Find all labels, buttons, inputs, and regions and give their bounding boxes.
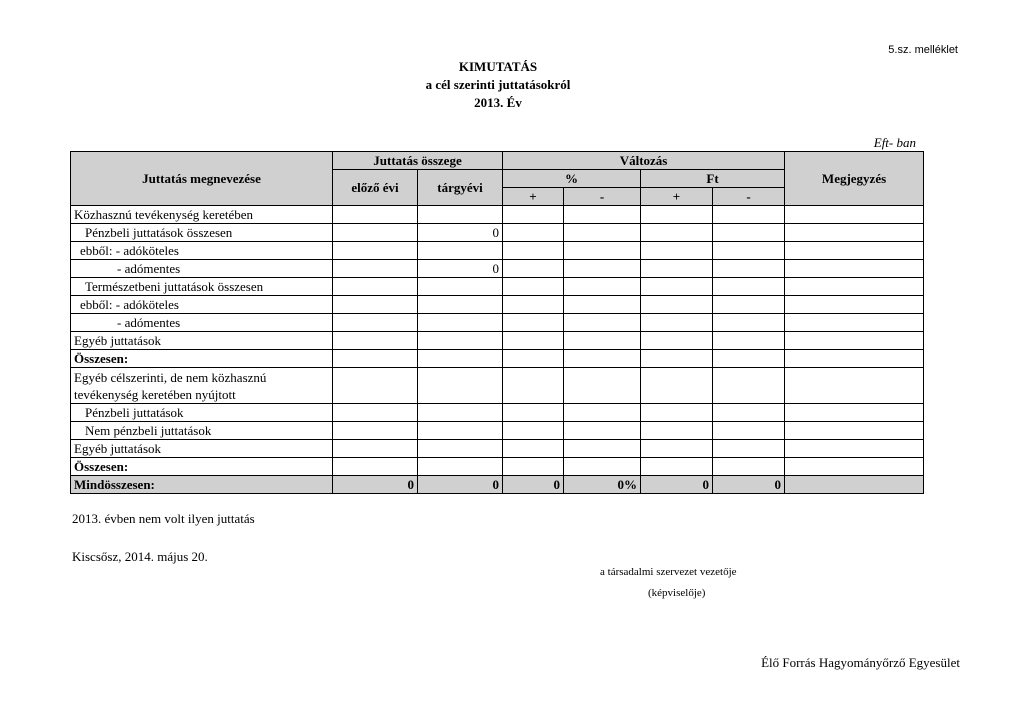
header-name: Juttatás megnevezése <box>71 152 333 206</box>
header-current-year: tárgyévi <box>418 170 503 206</box>
header-percent: % <box>503 170 641 188</box>
table-row <box>71 314 924 332</box>
table-row <box>71 440 924 458</box>
table-row <box>71 242 924 260</box>
row-current <box>418 422 503 440</box>
total-ft-minus: 0 <box>713 476 785 494</box>
signature-line-1: a társadalmi szervezet vezetője <box>600 566 737 578</box>
row-label: Természetbeni juttatások összesen <box>71 278 333 296</box>
row-current <box>418 332 503 350</box>
row-label: Közhasznú tevékenység keretében <box>71 206 333 224</box>
total-row <box>71 476 924 494</box>
header-pct-plus: + <box>503 188 564 206</box>
table-row <box>71 206 924 224</box>
row-current <box>418 278 503 296</box>
table-row <box>71 260 924 278</box>
table-row <box>71 332 924 350</box>
total-prev: 0 <box>333 476 418 494</box>
row-current <box>418 440 503 458</box>
row-current <box>418 350 503 368</box>
row-label: ebből: - adóköteles <box>71 296 333 314</box>
row-current: 0 <box>418 260 503 278</box>
header-remark: Megjegyzés <box>785 152 924 206</box>
row-current: 0 <box>418 224 503 242</box>
document-title <box>0 58 996 112</box>
table-row <box>71 368 924 404</box>
header-ft: Ft <box>641 170 785 188</box>
total-label: Mindösszesen: <box>71 476 333 494</box>
header-pct-minus: - <box>564 188 641 206</box>
row-label: Nem pénzbeli juttatások <box>71 422 333 440</box>
row-current <box>418 368 503 404</box>
row-label: Egyéb juttatások <box>71 332 333 350</box>
annex-label: 5.sz. melléklet <box>888 44 958 56</box>
row-current <box>418 314 503 332</box>
row-current <box>418 242 503 260</box>
header-change: Változás <box>503 152 785 170</box>
table-row <box>71 404 924 422</box>
place-date: Kiscsősz, 2014. május 20. <box>72 549 208 564</box>
total-ft-plus: 0 <box>641 476 713 494</box>
row-label: Összesen: <box>71 350 333 368</box>
header-ft-plus: + <box>641 188 713 206</box>
row-label: ebből: - adóköteles <box>71 242 333 260</box>
signature-line-2: (képviselője) <box>648 587 706 599</box>
table-row <box>71 422 924 440</box>
table-row <box>71 296 924 314</box>
table-row <box>71 224 924 242</box>
row-label: Egyéb juttatások <box>71 440 333 458</box>
note-text: 2013. évben nem volt ilyen juttatás <box>72 511 255 526</box>
row-label: Összesen: <box>71 458 333 476</box>
total-current: 0 <box>418 476 503 494</box>
header-ft-minus: - <box>713 188 785 206</box>
benefits-table <box>70 151 924 494</box>
table-row <box>71 278 924 296</box>
table-row <box>71 458 924 476</box>
row-label: Pénzbeli juttatások <box>71 404 333 422</box>
header-prev-year: előző évi <box>333 170 418 206</box>
row-current <box>418 296 503 314</box>
row-label: Pénzbeli juttatások összesen <box>71 224 333 242</box>
total-pct-plus: 0 <box>503 476 564 494</box>
row-label: - adómentes <box>71 260 333 278</box>
total-pct-minus: 0% <box>564 476 641 494</box>
row-current <box>418 458 503 476</box>
header-amount: Juttatás összege <box>333 152 503 170</box>
row-label: - adómentes <box>71 314 333 332</box>
table-row <box>71 350 924 368</box>
title-line-2: a cél szerinti juttatásokról <box>425 77 571 92</box>
total-remark <box>785 476 924 494</box>
row-current <box>418 404 503 422</box>
title-line-1: KIMUTATÁS <box>458 59 538 74</box>
organization-name: Élő Forrás Hagyományőrző Egyesület <box>761 655 960 670</box>
row-current <box>418 206 503 224</box>
unit-label: Eft- ban <box>873 135 916 150</box>
row-label: Egyéb célszerinti, de nem közhasznú tevékenység keretében nyújtott <box>71 368 333 404</box>
title-line-3: 2013. Év <box>474 95 522 110</box>
